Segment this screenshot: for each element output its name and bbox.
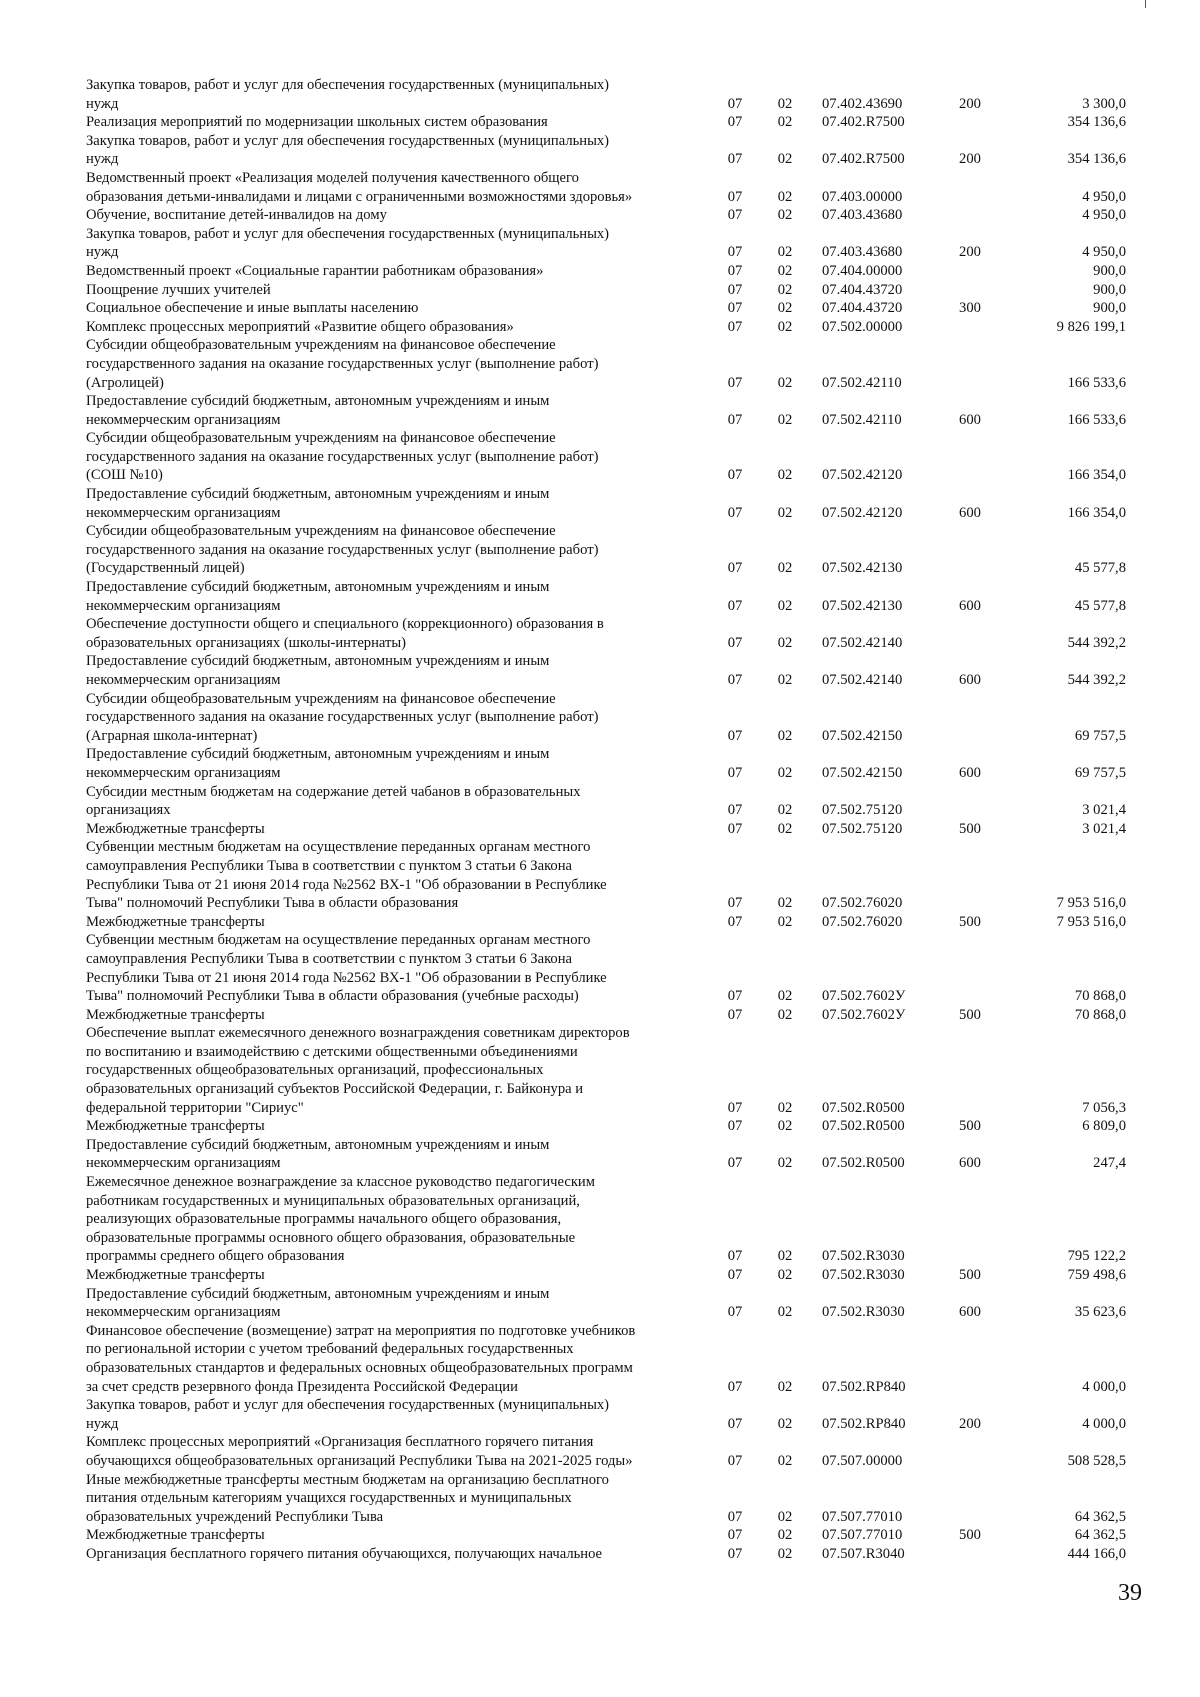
row-target-article: 07.502.42140 xyxy=(822,672,903,688)
row-expense-type: 600 xyxy=(959,504,981,521)
row-subsection-code: 02 xyxy=(777,1415,793,1432)
table-row xyxy=(86,745,1134,782)
row-subsection-code: 02 xyxy=(777,1006,793,1023)
row-section-code: 07 xyxy=(727,1267,743,1283)
row-expense-type xyxy=(950,690,990,746)
row-name: Межбюджетные трансферты xyxy=(86,1267,265,1283)
budget-table-body xyxy=(86,76,1134,1564)
row-section-code: 07 xyxy=(727,1415,743,1432)
row-name: Закупка товаров, работ и услуг для обеспечения государственных (муниципальных) нужд xyxy=(86,1397,610,1432)
row-name: Предоставление субсидий бюджетным, автономным учреждениям и иным некоммерческим организациям xyxy=(86,653,550,688)
row-subsection-code: 02 xyxy=(777,1248,793,1265)
row-section-code: 07 xyxy=(727,1527,743,1544)
row-amount: 166 354,0 xyxy=(1067,504,1126,521)
row-expense-type xyxy=(950,429,990,485)
row-subsection-code: 02 xyxy=(777,262,793,279)
row-section-code: 07 xyxy=(727,727,743,744)
row-expense-type: 200 xyxy=(959,244,981,261)
row-expense-type xyxy=(950,206,990,225)
row-target-article: 07.502.75120 xyxy=(822,802,903,819)
row-expense-type xyxy=(950,262,990,281)
row-expense-type xyxy=(950,169,990,206)
row-name: Финансовое обеспечение (возмещение) затрат на мероприятия по подготовке учебников по региональной истории с учетом требований федеральных государственных образовательных стандартов и федеральных основных общеобразовательных программ за счет средств резервного фонда Президента Российской Федерации xyxy=(86,1322,636,1395)
row-target-article: 07.403.43680 xyxy=(822,207,903,224)
row-section-code: 07 xyxy=(727,95,743,112)
row-subsection-code: 02 xyxy=(777,913,793,930)
table-row xyxy=(86,262,1134,281)
row-name: Ведомственный проект «Реализация моделей получения качественного общего образования детьми-инвалидами и лицами с ограниченными возможностями здоровья» xyxy=(86,169,633,205)
row-amount: 354 136,6 xyxy=(1067,114,1126,131)
table-row xyxy=(86,318,1134,337)
table-row xyxy=(86,299,1134,318)
row-section-code: 07 xyxy=(727,151,743,168)
row-name: Реализация мероприятий по модернизации школьных систем образования xyxy=(86,114,548,131)
budget-table xyxy=(86,76,1134,1564)
row-target-article: 07.502.00000 xyxy=(822,318,903,335)
row-target-article: 07.502.R0500 xyxy=(822,1155,905,1172)
row-expense-type xyxy=(950,522,990,578)
row-expense-type: 500 xyxy=(959,1267,981,1283)
row-section-code: 07 xyxy=(727,913,743,930)
row-amount: 3 300,0 xyxy=(1082,95,1126,112)
table-row xyxy=(86,931,1134,1005)
table-row xyxy=(86,783,1134,820)
row-section-code: 07 xyxy=(727,318,743,335)
row-section-code: 07 xyxy=(727,1248,743,1265)
row-section-code: 07 xyxy=(727,802,743,819)
table-row xyxy=(86,485,1134,522)
row-name: Предоставление субсидий бюджетным, автономным учреждениям и иным некоммерческим организациям xyxy=(86,579,550,614)
row-section-code: 07 xyxy=(727,281,743,298)
row-name: Закупка товаров, работ и услуг для обеспечения государственных (муниципальных) нужд xyxy=(86,77,610,112)
row-subsection-code: 02 xyxy=(777,151,793,168)
row-subsection-code: 02 xyxy=(777,411,793,428)
table-row xyxy=(86,1285,1134,1322)
row-subsection-code: 02 xyxy=(777,820,793,837)
row-target-article: 07.402.R7500 xyxy=(822,114,905,131)
row-subsection-code: 02 xyxy=(777,597,793,614)
row-section-code: 07 xyxy=(727,1304,743,1321)
row-expense-type xyxy=(950,783,990,820)
row-amount: 166 533,6 xyxy=(1067,411,1126,428)
row-section-code: 07 xyxy=(727,1508,743,1525)
row-subsection-code: 02 xyxy=(777,300,793,317)
row-target-article: 07.403.43680 xyxy=(822,244,903,261)
row-subsection-code: 02 xyxy=(777,207,793,224)
row-amount: 4 950,0 xyxy=(1082,207,1126,224)
row-target-article: 07.507.77010 xyxy=(822,1527,903,1544)
row-expense-type: 500 xyxy=(959,820,981,837)
row-expense-type xyxy=(950,615,990,652)
table-row xyxy=(86,429,1134,485)
table-row xyxy=(86,169,1134,206)
row-section-code: 07 xyxy=(727,1099,743,1116)
row-section-code: 07 xyxy=(727,988,743,1005)
row-amount: 900,0 xyxy=(1093,281,1126,298)
row-name: Закупка товаров, работ и услуг для обеспечения государственных (муниципальных) нужд xyxy=(86,225,610,261)
table-row xyxy=(86,336,1134,392)
row-subsection-code: 02 xyxy=(777,188,793,205)
row-amount: 69 757,5 xyxy=(1074,764,1126,781)
row-expense-type: 300 xyxy=(959,300,981,317)
row-expense-type xyxy=(950,281,990,300)
table-row xyxy=(86,1173,1134,1266)
row-amount: 900,0 xyxy=(1093,262,1126,279)
row-name: Иные межбюджетные трансферты местным бюджетам на организацию бесплатного питания отдельным категориям учащихся государственных и муниципальных образовательных учреждений Республики Тыва xyxy=(86,1471,609,1525)
table-row xyxy=(86,392,1134,429)
row-target-article: 07.502.42150 xyxy=(822,727,903,744)
row-target-article: 07.404.43720 xyxy=(822,281,903,298)
row-subsection-code: 02 xyxy=(777,672,793,688)
row-amount: 4 000,0 xyxy=(1082,1378,1126,1395)
page-number: 39 xyxy=(1118,1580,1142,1606)
table-row xyxy=(86,652,1134,689)
row-name: Субвенции местным бюджетам на осуществление переданных органам местного самоуправления Республики Тыва в соответствии с пунктом 3 статьи 6 Закона Республики Тыва от 21 июня 2014 года №2562 ВХ-1 "Об образовании в Республике Тыва" полномочий Республики Тыва в области образования (учебные расходы) xyxy=(86,932,607,1005)
row-expense-type xyxy=(950,1173,990,1266)
row-expense-type: 200 xyxy=(959,1415,981,1432)
row-amount: 544 392,2 xyxy=(1067,634,1126,651)
row-target-article: 07.502.RP840 xyxy=(822,1415,906,1432)
row-subsection-code: 02 xyxy=(777,374,793,391)
row-section-code: 07 xyxy=(727,207,743,224)
row-section-code: 07 xyxy=(727,1452,743,1469)
row-name: Обеспечение доступности общего и специального (коррекционного) образования в образовательных организациях (школы-интернаты) xyxy=(86,616,604,651)
row-name: Обучение, воспитание детей-инвалидов на дому xyxy=(86,207,387,224)
table-row xyxy=(86,578,1134,615)
row-amount: 166 533,6 xyxy=(1067,374,1126,391)
row-subsection-code: 02 xyxy=(777,1452,793,1469)
table-row xyxy=(86,820,1134,839)
table-row xyxy=(86,615,1134,652)
row-expense-type: 600 xyxy=(959,764,981,781)
table-row xyxy=(86,1117,1134,1136)
row-name: Организация бесплатного горячего питания обучающихся, получающих начальное xyxy=(86,1545,603,1562)
row-amount: 9 826 199,1 xyxy=(1056,318,1126,335)
row-section-code: 07 xyxy=(727,1006,743,1023)
row-amount: 444 166,0 xyxy=(1067,1545,1126,1562)
row-amount: 900,0 xyxy=(1093,300,1126,317)
row-section-code: 07 xyxy=(727,467,743,484)
row-name: Субсидии общеобразовательным учреждениям на финансовое обеспечение государственного задания на оказание государственных услуг (выполнение работ) (Агролицей) xyxy=(86,337,599,391)
row-subsection-code: 02 xyxy=(777,281,793,298)
row-section-code: 07 xyxy=(727,895,743,912)
row-section-code: 07 xyxy=(727,300,743,317)
row-target-article: 07.402.R7500 xyxy=(822,151,905,168)
row-target-article: 07.502.42110 xyxy=(822,374,902,391)
row-expense-type: 600 xyxy=(959,672,981,688)
row-subsection-code: 02 xyxy=(777,467,793,484)
table-row xyxy=(86,1136,1134,1173)
table-row xyxy=(86,1545,1134,1564)
row-target-article: 07.502.42130 xyxy=(822,560,903,577)
row-amount: 544 392,2 xyxy=(1067,672,1126,688)
row-name: Социальное обеспечение и иные выплаты населению xyxy=(86,300,419,317)
row-name: Межбюджетные трансферты xyxy=(86,1118,265,1135)
row-expense-type xyxy=(950,838,990,912)
row-target-article: 07.502.42120 xyxy=(822,467,903,484)
row-name: Ежемесячное денежное вознаграждение за классное руководство педагогическим работникам государственных и муниципальных образовательных организаций, реализующих образовательные программы начального общего образования, образовательные программы основного общего образования, образовательные программы среднего общего образования xyxy=(86,1174,595,1265)
row-subsection-code: 02 xyxy=(777,1545,793,1562)
row-name: Предоставление субсидий бюджетным, автономным учреждениям и иным некоммерческим организациям xyxy=(86,746,550,781)
row-amount: 4 950,0 xyxy=(1082,244,1126,261)
row-target-article: 07.404.43720 xyxy=(822,300,903,317)
row-subsection-code: 02 xyxy=(777,1118,793,1135)
row-target-article: 07.402.43690 xyxy=(822,95,903,112)
row-name: Закупка товаров, работ и услуг для обеспечения государственных (муниципальных) нужд xyxy=(86,132,610,168)
row-subsection-code: 02 xyxy=(777,1378,793,1395)
row-target-article: 07.502.42110 xyxy=(822,411,902,428)
row-amount: 64 362,5 xyxy=(1074,1508,1126,1525)
row-name: Субсидии общеобразовательным учреждениям на финансовое обеспечение государственного задания на оказание государственных услуг (выполнение работ) (СОШ №10) xyxy=(86,430,599,484)
row-target-article: 07.404.00000 xyxy=(822,262,903,279)
row-target-article: 07.502.42130 xyxy=(822,597,903,614)
row-expense-type: 200 xyxy=(959,151,981,168)
row-expense-type xyxy=(950,113,990,132)
row-expense-type: 600 xyxy=(959,597,981,614)
row-expense-type xyxy=(950,931,990,1005)
row-amount: 759 498,6 xyxy=(1067,1267,1126,1283)
row-name: Межбюджетные трансферты xyxy=(86,1006,265,1023)
row-subsection-code: 02 xyxy=(777,802,793,819)
row-name: Комплекс процессных мероприятий «Развитие общего образования» xyxy=(86,318,514,335)
table-row xyxy=(86,76,1134,113)
row-name: Ведомственный проект «Социальные гарантии работникам образования» xyxy=(86,262,544,279)
row-section-code: 07 xyxy=(727,1155,743,1172)
row-target-article: 07.502.7602У xyxy=(822,1006,906,1023)
row-subsection-code: 02 xyxy=(777,560,793,577)
row-amount: 7 056,3 xyxy=(1082,1099,1126,1116)
row-name: Обеспечение выплат ежемесячного денежного вознаграждения советникам директоров по воспитанию и взаимодействию с детскими общественными объединениями государственных общеобразовательных организаций, профессиональных образовательных организаций субъектов Российской Федерации, г. Байконура и федеральной территории "Сириус" xyxy=(86,1025,630,1116)
row-subsection-code: 02 xyxy=(777,895,793,912)
row-section-code: 07 xyxy=(727,764,743,781)
row-name: Предоставление субсидий бюджетным, автономным учреждениям и иным некоммерческим организациям xyxy=(86,1136,550,1172)
row-amount: 354 136,6 xyxy=(1067,151,1126,168)
row-section-code: 07 xyxy=(727,1545,743,1562)
row-target-article: 07.502.R0500 xyxy=(822,1099,905,1116)
table-row xyxy=(86,1322,1134,1396)
row-amount: 64 362,5 xyxy=(1074,1527,1126,1544)
row-expense-type: 200 xyxy=(959,95,981,112)
table-row xyxy=(86,1433,1134,1470)
row-name: Межбюджетные трансферты xyxy=(86,1527,265,1544)
table-row xyxy=(86,1396,1134,1433)
row-subsection-code: 02 xyxy=(777,1508,793,1525)
table-row xyxy=(86,1526,1134,1545)
row-name: Межбюджетные трансферты xyxy=(86,820,265,837)
row-amount: 7 953 516,0 xyxy=(1056,895,1126,912)
table-row xyxy=(86,1266,1134,1285)
page-edge-mark xyxy=(1145,0,1146,8)
row-target-article: 07.507.R3040 xyxy=(822,1545,905,1562)
row-target-article: 07.507.77010 xyxy=(822,1508,903,1525)
row-name: Предоставление субсидий бюджетным, автономным учреждениям и иным некоммерческим организациям xyxy=(86,486,550,521)
row-subsection-code: 02 xyxy=(777,504,793,521)
row-amount: 35 623,6 xyxy=(1074,1304,1126,1321)
row-section-code: 07 xyxy=(727,597,743,614)
table-row xyxy=(86,690,1134,746)
table-row xyxy=(86,206,1134,225)
row-target-article: 07.502.R0500 xyxy=(822,1118,905,1135)
row-section-code: 07 xyxy=(727,188,743,205)
row-section-code: 07 xyxy=(727,634,743,651)
row-target-article: 07.502.7602У xyxy=(822,988,906,1005)
row-subsection-code: 02 xyxy=(777,634,793,651)
row-target-article: 07.502.76020 xyxy=(822,913,903,930)
row-target-article: 07.502.42140 xyxy=(822,634,903,651)
row-target-article: 07.502.42150 xyxy=(822,764,903,781)
table-row xyxy=(86,913,1134,932)
row-section-code: 07 xyxy=(727,374,743,391)
table-row xyxy=(86,838,1134,912)
table-row xyxy=(86,522,1134,578)
row-expense-type: 600 xyxy=(959,1304,981,1321)
row-subsection-code: 02 xyxy=(777,95,793,112)
row-name: Субвенции местным бюджетам на осуществление переданных органам местного самоуправления Республики Тыва в соответствии с пунктом 3 статьи 6 Закона Республики Тыва от 21 июня 2014 года №2562 ВХ-1 "Об образовании в Республике Тыва" полномочий Республики Тыва в области образования xyxy=(86,839,607,912)
row-amount: 69 757,5 xyxy=(1074,727,1126,744)
row-amount: 508 528,5 xyxy=(1067,1452,1126,1469)
row-section-code: 07 xyxy=(727,114,743,131)
row-target-article: 07.403.00000 xyxy=(822,188,903,205)
row-target-article: 07.502.76020 xyxy=(822,895,903,912)
table-row xyxy=(86,225,1134,262)
row-name: Предоставление субсидий бюджетным, автономным учреждениям и иным некоммерческим организациям xyxy=(86,393,550,428)
row-amount: 247,4 xyxy=(1093,1155,1126,1172)
row-subsection-code: 02 xyxy=(777,764,793,781)
row-section-code: 07 xyxy=(727,820,743,837)
table-row xyxy=(86,1006,1134,1025)
row-subsection-code: 02 xyxy=(777,1527,793,1544)
row-amount: 6 809,0 xyxy=(1082,1118,1126,1135)
row-expense-type: 500 xyxy=(959,1006,981,1023)
table-row xyxy=(86,281,1134,300)
row-expense-type xyxy=(950,1471,990,1527)
row-name: Субсидии общеобразовательным учреждениям на финансовое обеспечение государственного задания на оказание государственных услуг (выполнение работ) (Аграрная школа-интернат) xyxy=(86,690,599,744)
row-target-article: 07.502.42120 xyxy=(822,504,903,521)
table-row xyxy=(86,113,1134,132)
row-section-code: 07 xyxy=(727,560,743,577)
row-section-code: 07 xyxy=(727,672,743,688)
row-expense-type: 500 xyxy=(959,1118,981,1135)
row-subsection-code: 02 xyxy=(777,114,793,131)
row-amount: 45 577,8 xyxy=(1074,597,1126,614)
table-row xyxy=(86,132,1134,169)
row-name: Комплекс процессных мероприятий «Организация бесплатного горячего питания обучающихся общеобразовательных организаций Республики Тыва на 2021-2025 годы» xyxy=(86,1434,633,1469)
row-expense-type xyxy=(950,1545,990,1564)
row-expense-type: 500 xyxy=(959,1527,981,1544)
row-section-code: 07 xyxy=(727,1378,743,1395)
row-expense-type: 600 xyxy=(959,411,981,428)
row-subsection-code: 02 xyxy=(777,1267,793,1283)
row-target-article: 07.502.R3030 xyxy=(822,1248,905,1265)
row-name: Субсидии местным бюджетам на содержание детей чабанов в образовательных организациях xyxy=(86,783,581,819)
table-row xyxy=(86,1471,1134,1527)
row-section-code: 07 xyxy=(727,1118,743,1135)
row-amount: 795 122,2 xyxy=(1067,1248,1126,1265)
row-amount: 7 953 516,0 xyxy=(1056,913,1126,930)
row-section-code: 07 xyxy=(727,262,743,279)
row-target-article: 07.507.00000 xyxy=(822,1452,903,1469)
row-subsection-code: 02 xyxy=(777,1155,793,1172)
row-section-code: 07 xyxy=(727,411,743,428)
row-expense-type: 500 xyxy=(959,913,981,930)
row-amount: 4 000,0 xyxy=(1082,1415,1126,1432)
row-target-article: 07.502.RP840 xyxy=(822,1378,906,1395)
row-expense-type xyxy=(950,1433,990,1470)
row-target-article: 07.502.R3030 xyxy=(822,1267,905,1283)
row-section-code: 07 xyxy=(727,244,743,261)
row-subsection-code: 02 xyxy=(777,988,793,1005)
row-amount: 70 868,0 xyxy=(1074,988,1126,1005)
row-amount: 45 577,8 xyxy=(1074,560,1126,577)
row-name: Поощрение лучших учителей xyxy=(86,281,271,298)
row-amount: 4 950,0 xyxy=(1082,188,1126,205)
table-row xyxy=(86,1024,1134,1117)
row-subsection-code: 02 xyxy=(777,727,793,744)
row-subsection-code: 02 xyxy=(777,1304,793,1321)
row-amount: 3 021,4 xyxy=(1082,820,1126,837)
row-expense-type xyxy=(950,336,990,392)
row-subsection-code: 02 xyxy=(777,1099,793,1116)
row-target-article: 07.502.75120 xyxy=(822,820,903,837)
row-name: Межбюджетные трансферты xyxy=(86,913,265,930)
row-section-code: 07 xyxy=(727,504,743,521)
row-amount: 3 021,4 xyxy=(1082,802,1126,819)
row-expense-type: 600 xyxy=(959,1155,981,1172)
row-expense-type xyxy=(950,1024,990,1117)
row-subsection-code: 02 xyxy=(777,244,793,261)
row-amount: 166 354,0 xyxy=(1067,467,1126,484)
row-subsection-code: 02 xyxy=(777,318,793,335)
row-amount: 70 868,0 xyxy=(1074,1006,1126,1023)
row-expense-type xyxy=(950,318,990,337)
row-name: Субсидии общеобразовательным учреждениям на финансовое обеспечение государственного задания на оказание государственных услуг (выполнение работ) (Государственный лицей) xyxy=(86,523,599,577)
row-expense-type xyxy=(950,1322,990,1396)
row-name: Предоставление субсидий бюджетным, автономным учреждениям и иным некоммерческим организациям xyxy=(86,1285,550,1321)
row-target-article: 07.502.R3030 xyxy=(822,1304,905,1321)
